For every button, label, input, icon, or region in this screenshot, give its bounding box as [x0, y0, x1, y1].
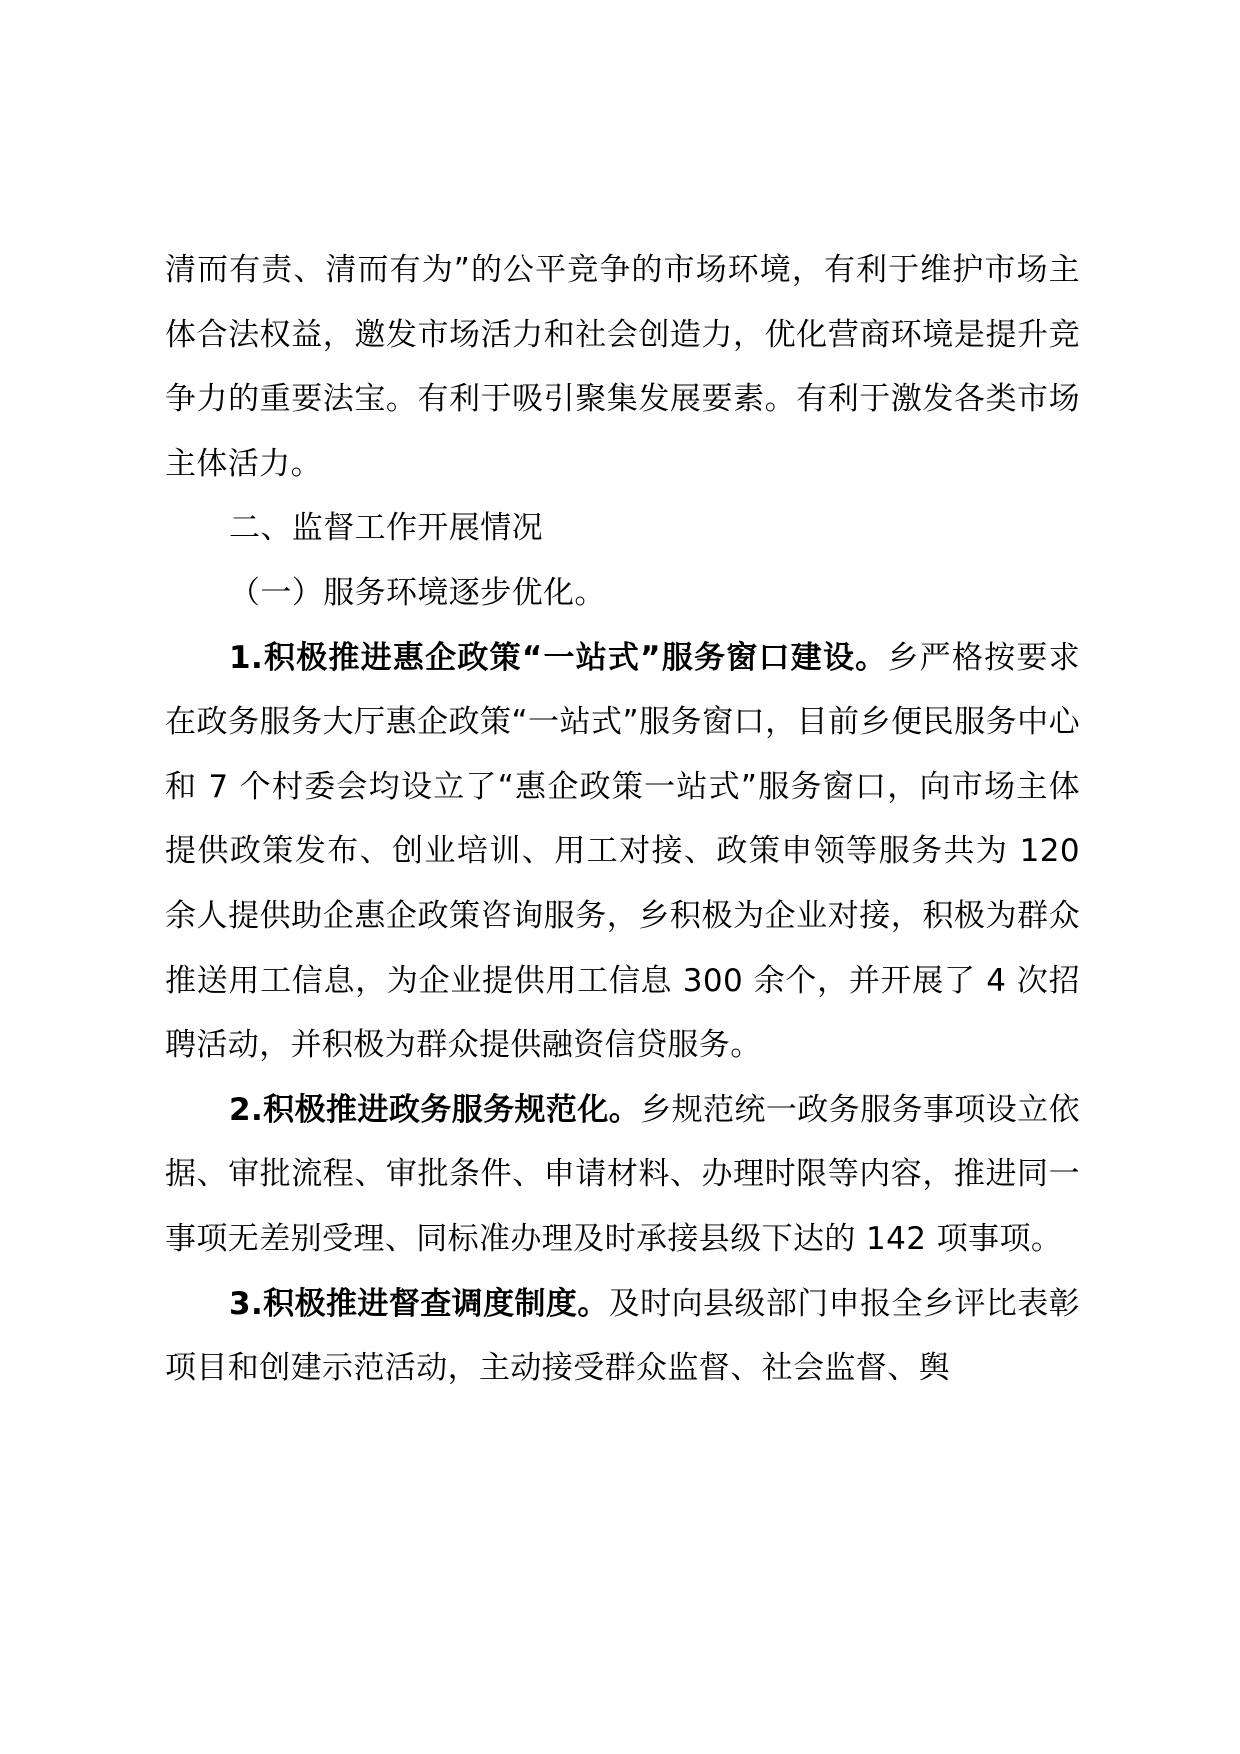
subsection-heading: [165, 561, 1080, 626]
item-2-text: 乡规范统一政务服务事项设立依据、审批流程、审批条件、申请材料、办理时限等内容，推进同一事项无差别受理、同标准办理及时承接县级下达的 142 项事项。: [165, 1091, 1080, 1257]
subsection-heading-text: （一）服务环境逐步优化。: [229, 574, 606, 611]
item-3-text: 及时向县级部门申报全乡评比表彰项目和创建示范活动，主动接受群众监督、社会监督、舆: [165, 1285, 1081, 1387]
paragraph-item-1: [165, 626, 1080, 1078]
paragraph-item-2: [165, 1078, 1080, 1272]
paragraph-text: 清而有责、清而有为”的公平竞争的市场环境，有利于维护市场主体合法权益，邀发市场活力和社会创造力，优化营商环境是提升竞争力的重要法宝。有利于吸引聚集发展要素。有利于激发各类市场主体活力。: [165, 252, 1080, 482]
paragraph-item-3: [165, 1272, 1080, 1401]
item-3-lead: 3.积极推进督查调度制度。: [229, 1285, 609, 1322]
document-body: [165, 238, 1080, 1401]
paragraph-continuation: [165, 238, 1080, 496]
item-1-text: 乡严格按要求在政务服务大厅惠企政策“一站式”服务窗口，目前乡便民服务中心和 7 个村委会均设立了“惠企政策一站式”服务窗口，向市场主体提供政策发布、创业培训、用工对接、政策申领等服务共为 120 余人提供助企惠企政策咨询服务，乡积极为企业对接，积极为群众推送用工信息，为企业提供用工信息 300 余个，并开展了 4 次招聘活动，并积极为群众提供融资信贷服务。: [165, 639, 1080, 1064]
item-1-lead: 1.积极推进惠企政策“一站式”服务窗口建设。: [229, 639, 888, 676]
section-heading: [165, 496, 1080, 561]
section-heading-text: 二、监督工作开展情况: [229, 510, 543, 547]
item-2-lead: 2.积极推进政务服务规范化。: [229, 1091, 641, 1128]
